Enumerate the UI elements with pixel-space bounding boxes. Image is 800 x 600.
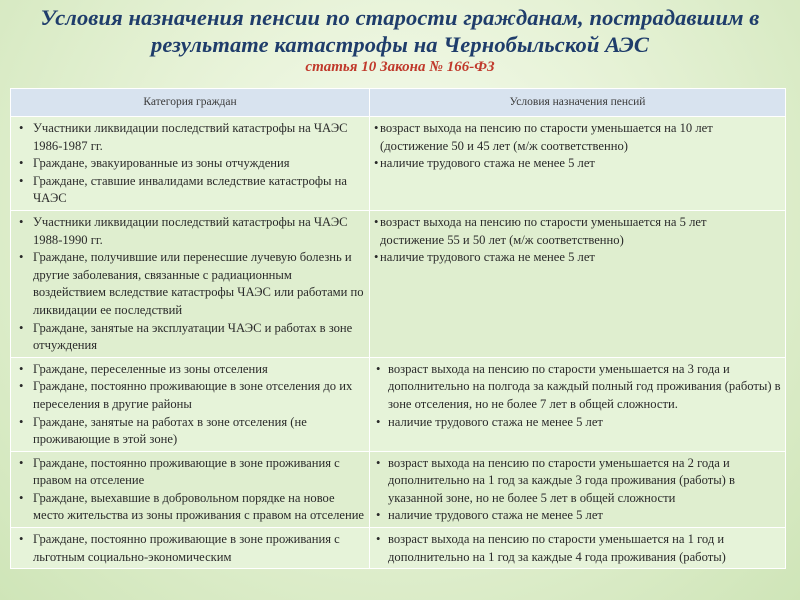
page-subtitle: статья 10 Закона № 166-ФЗ — [305, 59, 495, 75]
category-item: • Граждане, постоянно проживающие в зоне проживания с правом на отселение — [15, 455, 365, 490]
header-category: Категория граждан — [11, 89, 370, 117]
condition-item: • возраст выхода на пенсию по старости уменьшается на 10 лет — [374, 120, 781, 138]
conditions-cell — [370, 528, 786, 569]
conditions-cell — [370, 210, 786, 357]
category-item: • Участники ликвидации последствий катастрофы на ЧАЭС 1986-1987 гг. — [15, 120, 365, 155]
condition-item: • возраст выхода на пенсию по старости уменьшается на 3 года и дополнительно на полгода за каждый полный год проживания (работы) в зоне отселения, но не более 7 лет в общей сложности. — [374, 361, 781, 414]
page-title: Условия назначения пенсии по старости гражданам, пострадавшим в результате катастрофы на Чернобыльской АЭС — [40, 5, 760, 57]
condition-item: • наличие трудового стажа не менее 5 лет — [374, 507, 781, 525]
table-header-row — [11, 89, 786, 117]
category-item: • Граждане, выехавшие в добровольном порядке на новое место жительства из зоны проживания с правом на отселение — [15, 490, 365, 525]
conditions-cell — [370, 117, 786, 211]
category-cell — [11, 117, 370, 211]
condition-item: • наличие трудового стажа не менее 5 лет — [374, 249, 781, 267]
category-item: • Участники ликвидации последствий катастрофы на ЧАЭС 1988-1990 гг. — [15, 214, 365, 249]
header-conditions: Условия назначения пенсий — [370, 89, 786, 117]
condition-item: • наличие трудового стажа не менее 5 лет — [374, 414, 781, 432]
condition-item: • наличие трудового стажа не менее 5 лет — [374, 155, 781, 173]
table-row — [11, 357, 786, 451]
condition-item: • возраст выхода на пенсию по старости уменьшается на 2 года и дополнительно на 1 год за каждые 3 года проживания (работы) в указанной зоне, но не более 5 лет в общей сложности — [374, 455, 781, 508]
condition-note: достижение 55 и 50 лет (м/ж соответственно) — [380, 232, 624, 247]
table-row — [11, 451, 786, 527]
conditions-cell — [370, 357, 786, 451]
category-cell — [11, 451, 370, 527]
category-cell — [11, 528, 370, 569]
category-item: • Граждане, занятые на работах в зоне отселения (не проживающие в этой зоне) — [15, 414, 365, 449]
pension-conditions-table — [10, 88, 786, 569]
table-row — [11, 528, 786, 569]
category-item: • Граждане, занятые на эксплуатации ЧАЭС и работах в зоне отчуждения — [15, 320, 365, 355]
category-item: • Граждане, получившие или перенесшие лучевую болезнь и другие заболевания, связанные с радиационным воздействием вследствие катастрофы ЧАЭС или работами по ликвидации ее последствий — [15, 249, 365, 319]
category-item: • Граждане, ставшие инвалидами вследствие катастрофы на ЧАЭС — [15, 173, 365, 208]
category-item: • Граждане, переселенные из зоны отселения — [15, 361, 365, 379]
category-item: • Граждане, постоянно проживающие в зоне отселения до их переселения в другие районы — [15, 378, 365, 413]
condition-item: • возраст выхода на пенсию по старости уменьшается на 1 год и дополнительно на 1 год за каждые 4 года проживания (работы) — [374, 531, 781, 566]
category-item: • Граждане, эвакуированные из зоны отчуждения — [15, 155, 365, 173]
category-item: • Граждане, постоянно проживающие в зоне проживания с льготным социально-экономическим — [15, 531, 365, 566]
condition-item: • возраст выхода на пенсию по старости уменьшается на 5 лет — [374, 214, 781, 232]
conditions-cell — [370, 451, 786, 527]
table-row — [11, 210, 786, 357]
condition-note: (достижение 50 и 45 лет (м/ж соответственно) — [380, 138, 628, 153]
category-cell — [11, 357, 370, 451]
table-row — [11, 117, 786, 211]
category-cell — [11, 210, 370, 357]
